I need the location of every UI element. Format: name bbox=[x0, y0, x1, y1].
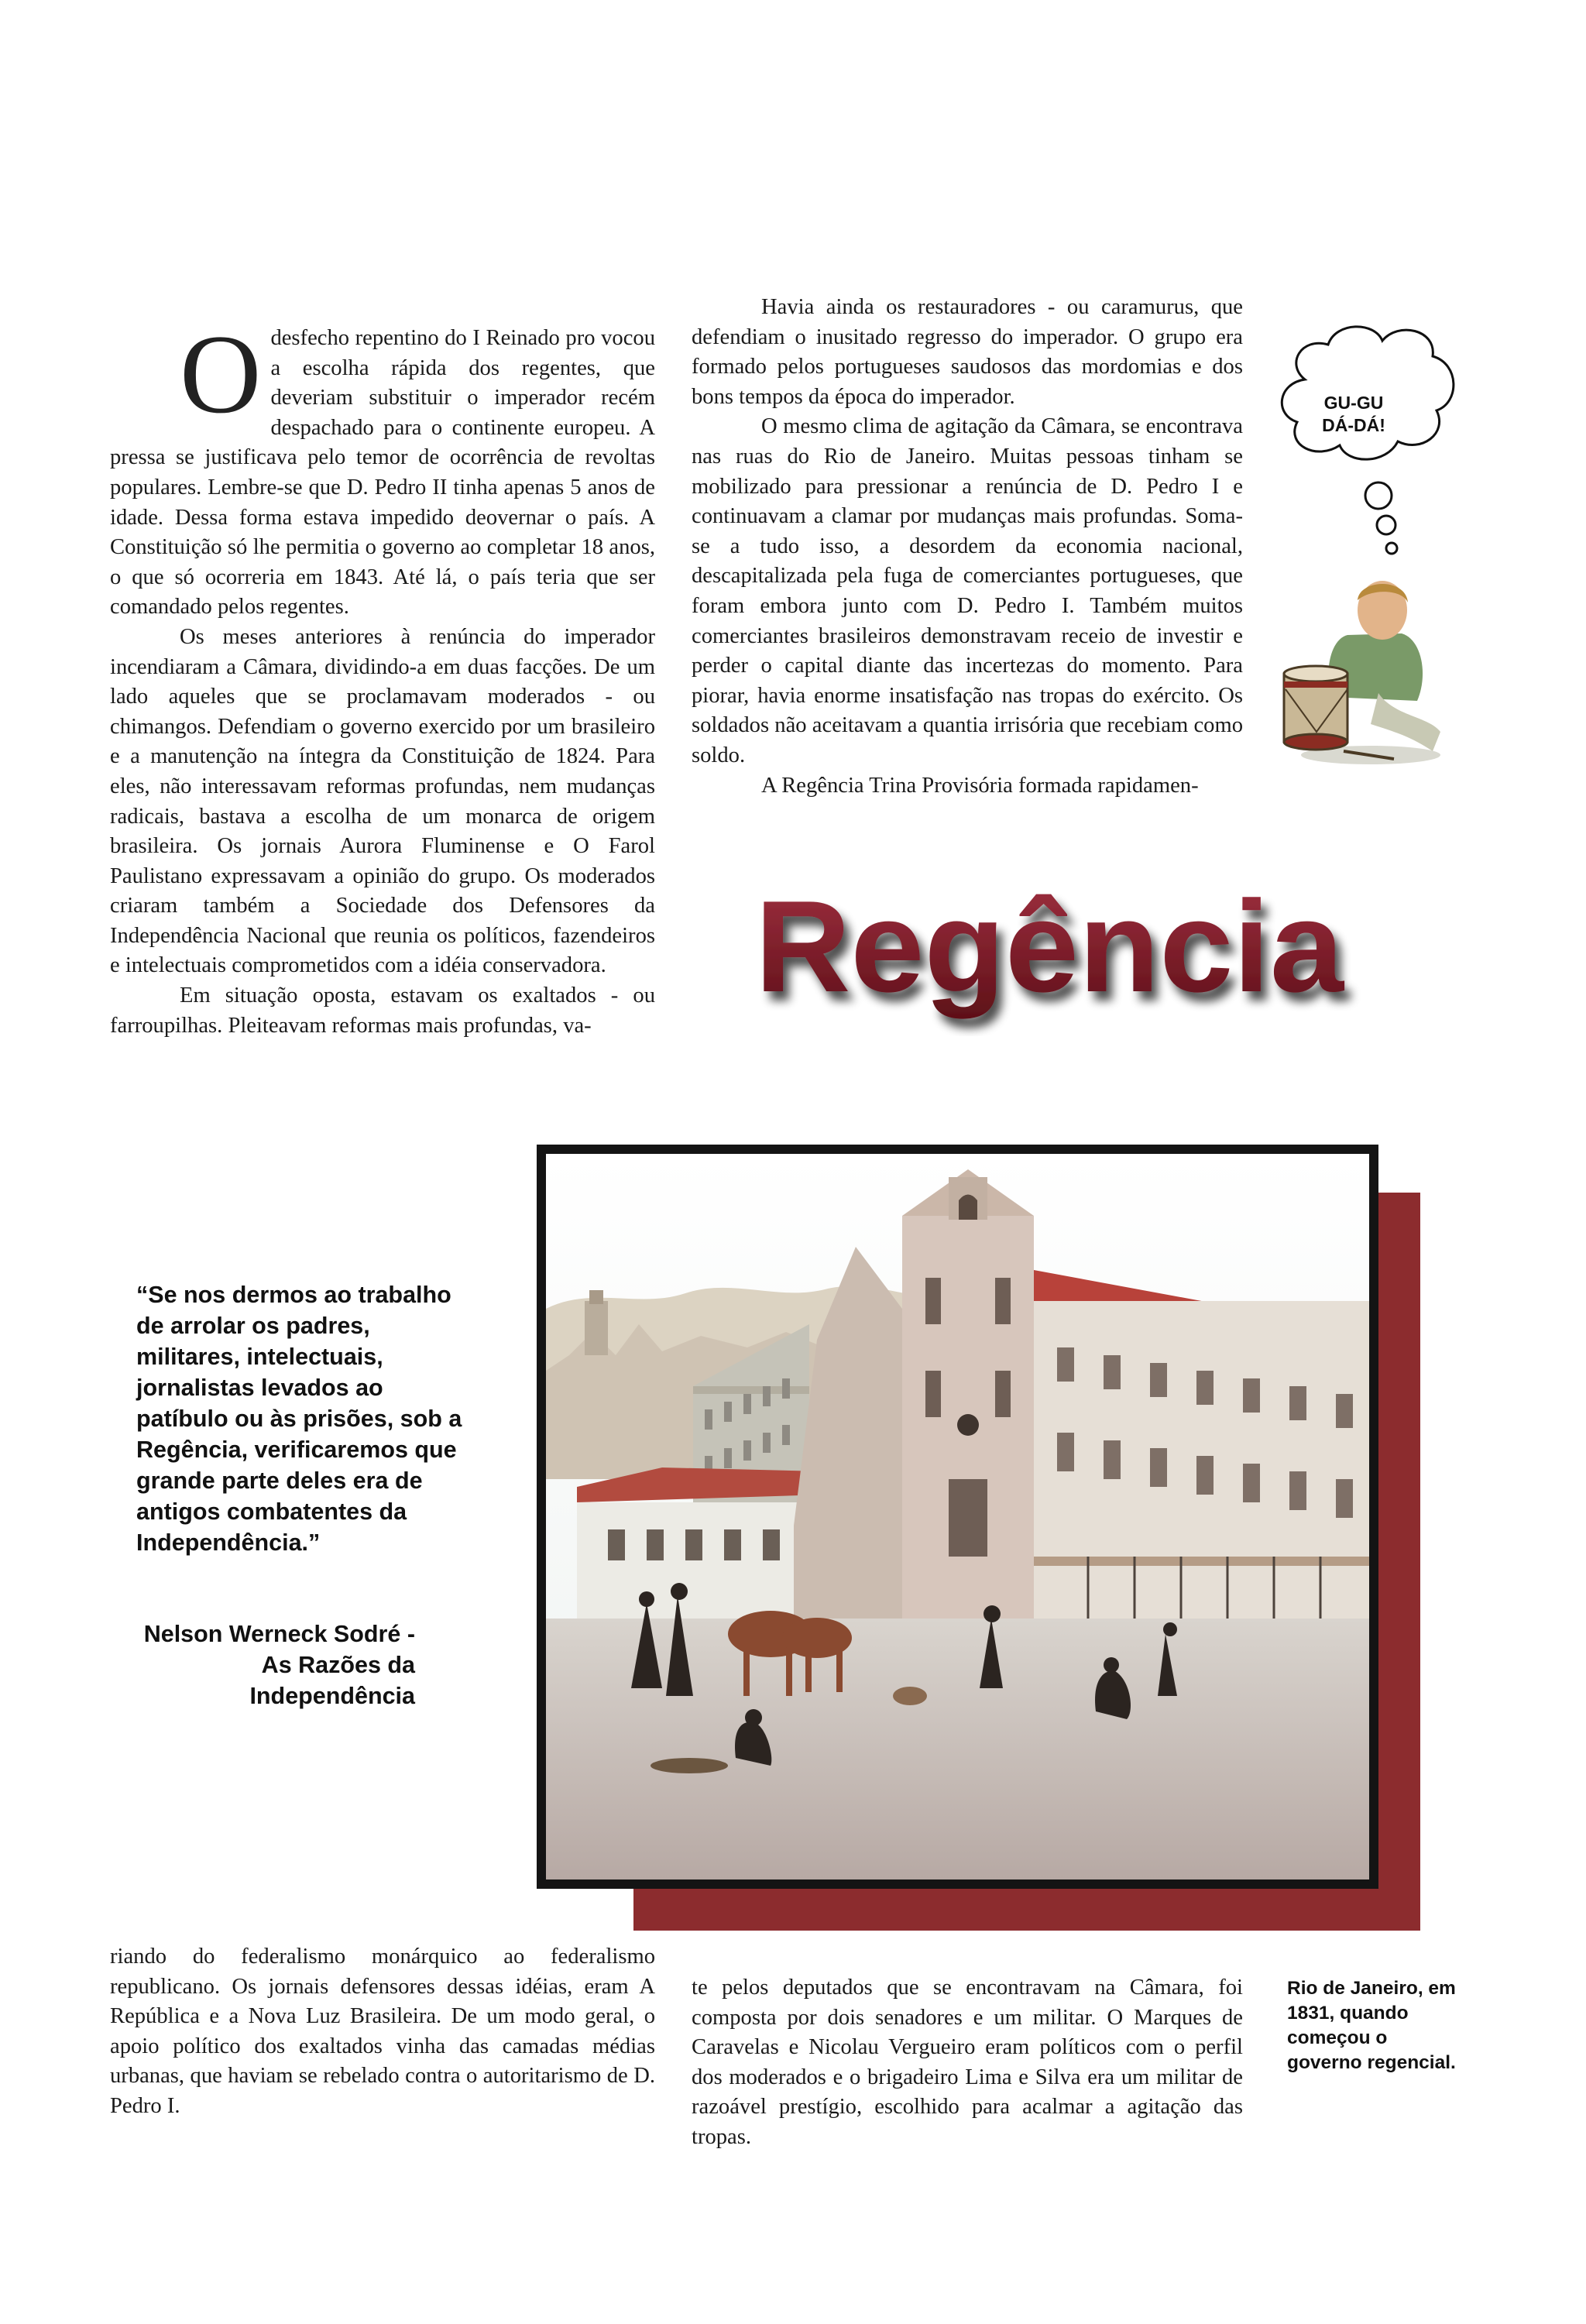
left-column-bottom bbox=[110, 1942, 655, 2122]
paragraph-4: Havia ainda os restauradores - ou caramurus, que defendiam o inusitado regresso do imperador. O grupo era formado pelos portugueses saudosos das mordomias e dos bons tempos da época do imperador. bbox=[692, 295, 1243, 409]
pull-quote: “Se nos dermos ao trabalho de arrolar os padres, militares, intelectuais, jornalistas levados ao patíbulo ou às prisões, sob a Regência, verificaremos que grande parte deles era de antigos combatentes da Independência.” bbox=[136, 1282, 462, 1556]
thought-bubble-icon bbox=[1270, 318, 1464, 565]
paragraph-2: Os meses anteriores à renúncia do imperador incendiaram a Câmara, dividindo-a em duas facções. De um lado aqueles que se proclamavam moderados - ou chimangos. Defendiam o governo exercido por um brasileiro e a manutenção na íntegra da Constituição de 1824. Para eles, não interessavam reformas profundas, nem mudanças radicais, bastava a escolha de um monarca de origem brasileira. Os jornais Aurora Fluminense e O Farol Paulistano expressavam a opinião do grupo. Os moderados criaram também a Sociedade dos Defensores da Independência Nacional que reunia os políticos, fazendeiros e intelectuais comprometidos com a idéia conservadora. bbox=[110, 624, 655, 978]
child-with-drum-illustration bbox=[1270, 565, 1448, 771]
paragraph-1 bbox=[110, 311, 655, 623]
paragraph-6: A Regência Trina Provisória formada rapidamen- bbox=[761, 773, 1199, 798]
page-title bbox=[755, 874, 1390, 1036]
left-column-top bbox=[110, 311, 655, 1041]
bubble-text: GU-GU DÁ-DÁ! bbox=[1322, 393, 1385, 435]
rio-de-janeiro-1831-painting bbox=[537, 1145, 1378, 1889]
title-text: Regência bbox=[755, 874, 1345, 1019]
right-column-top bbox=[692, 293, 1243, 801]
paragraph-7: riando do federalismo monárquico ao federalismo republicano. Os jornais defensores dessas idéias, eram A República e a Nova Luz Brasileira. De um modo geral, o apoio político dos exaltados vinha das camadas médias urbanas, que haviam se rebelado contra o autoritarismo de D. Pedro I. bbox=[110, 1945, 655, 2118]
right-column-bottom bbox=[692, 1973, 1243, 2153]
paragraph-5: O mesmo clima de agitação da Câmara, se encontrava nas ruas do Rio de Janeiro. Muitas pessoas tinham se mobilizado para pressionar a renúncia de D. Pedro I e continuavam a clamar por mudanças mais profundas. Soma-se a tudo isso, a desordem da economia nacional, descapitalizada pela fuga de comerciantes portugueses, que foram embora junto com D. Pedro I. Também muitos comerciantes brasileiros demonstravam receio de investir e perder o capital diante das incertezas do momento. Para piorar, havia enorme insatisfação nas tropas do exército. Os soldados não aceitavam a quantia irrisória que recebiam como soldo. bbox=[692, 414, 1243, 767]
paragraph-1-text: desfecho repentino do I Reinado pro vocou a escolha rápida dos regentes, que deveriam substituir o imperador recém despachado para o continente europeu. A pressa se justificava pelo temor de ocorrência de revoltas populares. Lembre-se que D. Pedro II tinha apenas 5 anos de idade. Dessa forma estava impedido deovernar o país. A Constituição só lhe permitia o governo ao completar 18 anos, o que só ocorreria em 1843. Até lá, o país teria que ser comandado pelos regentes. bbox=[110, 326, 655, 620]
drop-cap: O bbox=[180, 311, 262, 437]
paragraph-8: te pelos deputados que se encontravam na Câmara, foi composta por dois senadores e um militar. O Marques de Caravelas e Nicolau Vergueiro eram políticos com o perfil dos moderados e o brigadeiro Lima e Silva era um militar de razoável prestígio, escolhido para acalmar a agitação das tropas. bbox=[692, 1976, 1243, 2149]
quote-attribution: Nelson Werneck Sodré - As Razões da Independência bbox=[143, 1621, 415, 1709]
image-caption: Rio de Janeiro, em 1831, quando começou o governo regencial. bbox=[1287, 1978, 1456, 2073]
paragraph-3: Em situação oposta, estavam os exaltados - ou farroupilhas. Pleiteavam reformas mais profundas, va- bbox=[110, 983, 655, 1038]
